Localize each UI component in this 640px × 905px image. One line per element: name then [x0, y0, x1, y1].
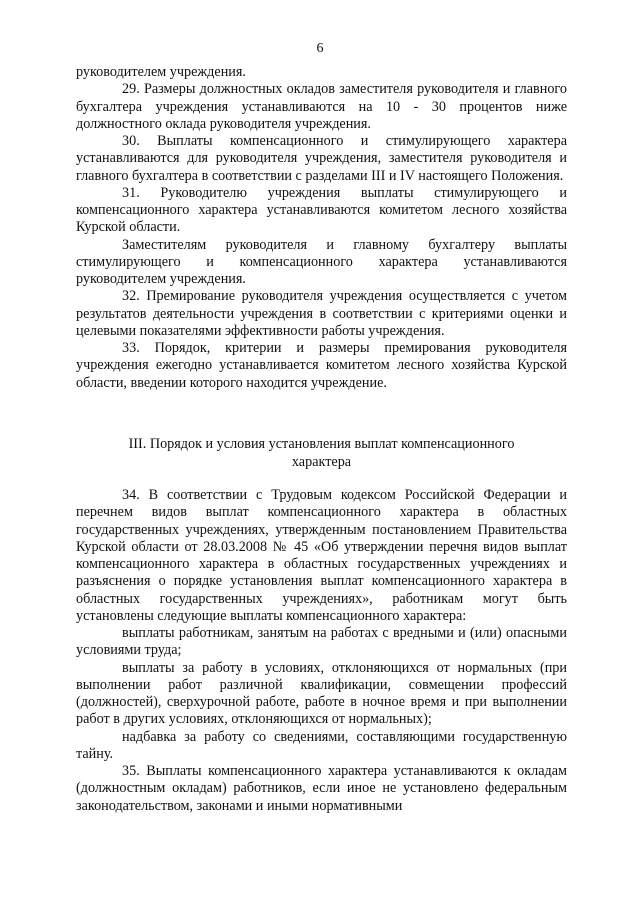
page-number: 6	[316, 41, 324, 56]
paragraph-30: 30. Выплаты компенсационного и стимулирующего характера устанавливаются для руководителя учреждения, заместителя руководителя и главного бухгалтера в соответствии с разделами III и IV настоящего Положения.	[76, 133, 567, 184]
paragraph-31: 31. Руководителю учреждения выплаты стимулирующего и компенсационного характера устанавливаются комитетом лесного хозяйства Курской области.	[76, 184, 567, 236]
text-block-upper	[76, 64, 567, 392]
paragraph-29: 29. Размеры должностных окладов заместителя руководителя и главного бухгалтера учреждения устанавливаются на 10 - 30 процентов ниже должностного оклада руководителя учреждения.	[76, 81, 567, 132]
list-item-abnormal-conditions: выплаты за работу в условиях, отклоняющихся от нормальных (при выполнении работ различной квалификации, совмещении профессий (должностей), сверхурочной работе, работе в ночное время и при выполнении работ в других условиях, отклоняющихся от нормальных);	[76, 659, 567, 728]
paragraph: руководителем учреждения.	[76, 64, 246, 80]
section-heading-line1: III. Порядок и условия установления выплат компенсационного	[128, 436, 515, 452]
paragraph-33: 33. Порядок, критерии и размеры премирования руководителя учреждения ежегодно устанавливается комитетом лесного хозяйства Курской области, введении которого находится учреждение.	[76, 340, 567, 391]
section-heading-line2: характера	[291, 454, 352, 470]
paragraph-34: 34. В соответствии с Трудовым кодексом Российской Федерации и перечнем видов выплат компенсационного характера в областных государственных учреждениях, утвержденным постановлением Правительства Курской области от 28.03.2008 № 45 «Об утверждении перечня видов выплат компенсационного характера в областных государственных учреждениях и разъяснения о порядке установления выплат компенсационного характера в областных государственных учреждениях», работникам могут быть установлены следующие выплаты компенсационного характера:	[76, 487, 567, 624]
list-item-state-secret: надбавка за работу со сведениями, составляющими государственную тайну.	[76, 728, 567, 762]
text-block-lower	[76, 487, 567, 815]
section-heading	[76, 435, 567, 471]
list-item-harmful-conditions: выплаты работникам, занятым на работах с вредными и (или) опасными условиями труда;	[76, 625, 567, 659]
paragraph-deputies: Заместителям руководителя и главному бухгалтеру выплаты стимулирующего и компенсационного характера устанавливаются руководителем учреждения.	[76, 236, 567, 287]
paragraph-35: 35. Выплаты компенсационного характера устанавливаются к окладам (должностным окладам) работников, если иное не установлено федеральным законодательством, законами и иными нормативными	[76, 763, 567, 814]
paragraph-32: 32. Премирование руководителя учреждения осуществляется с учетом результатов деятельности учреждения в соответствии с критериями оценки и целевыми показателями эффективности работы учреждения.	[76, 288, 567, 339]
